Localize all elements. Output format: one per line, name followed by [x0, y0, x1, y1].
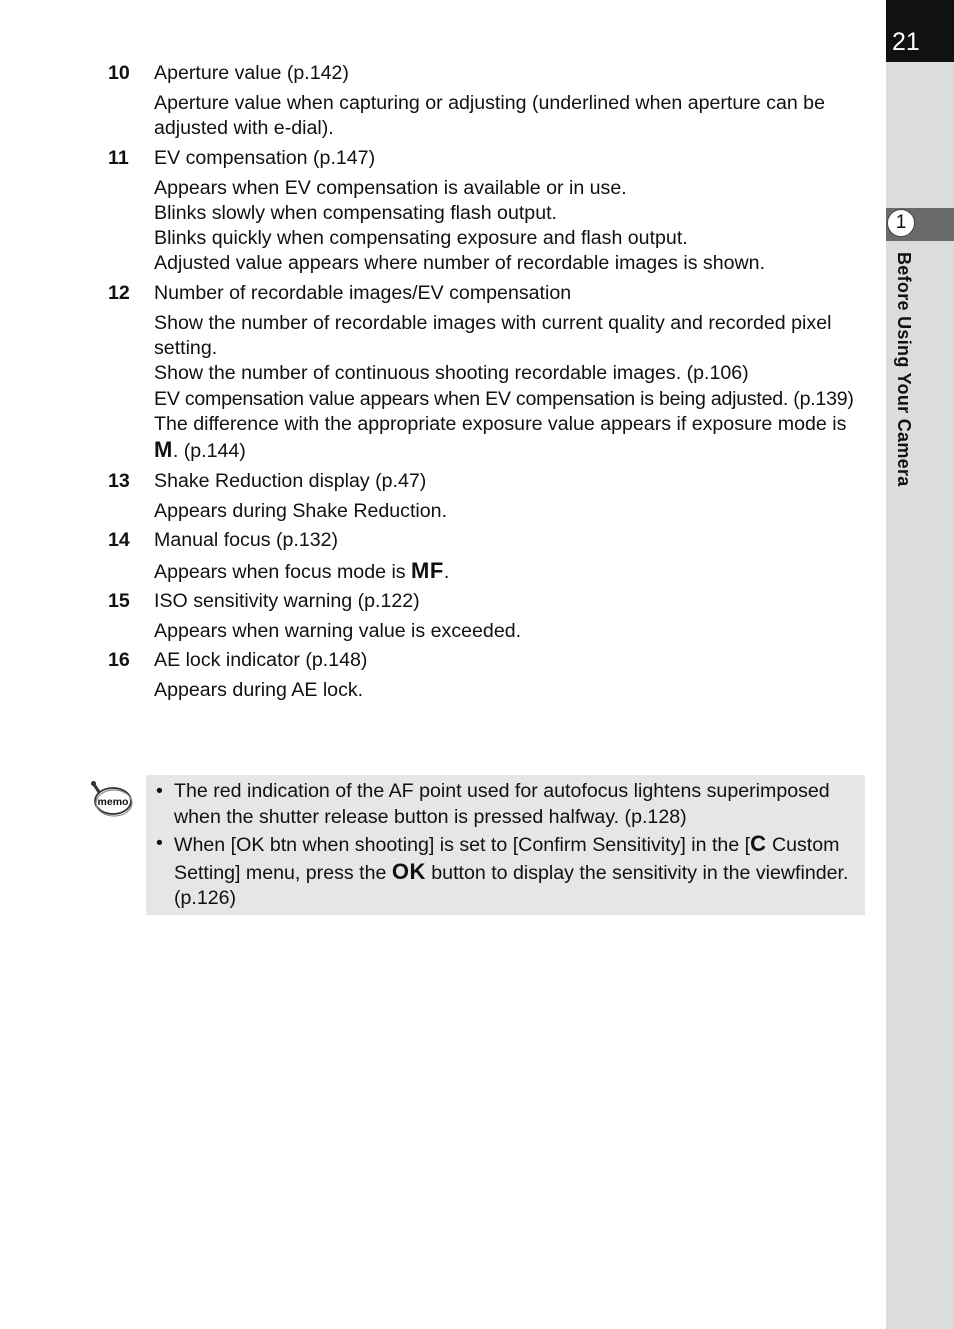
description-line: EV compensation value appears when EV compensation is being adjusted. (p.139) — [154, 387, 854, 410]
entry-13 — [108, 469, 868, 524]
description-text: The difference with the appropriate exposure value appears if exposure mode is — [154, 412, 847, 435]
entry-14 — [108, 528, 868, 585]
entry-description — [108, 558, 868, 585]
memo-text-part: button to display the sensitivity in the viewfinder. (p.126) — [174, 861, 849, 909]
entry-description — [108, 678, 868, 703]
chapter-title: Before Using Your Camera — [894, 252, 914, 487]
entry-number: 12 — [108, 281, 130, 304]
description-text: . — [443, 560, 450, 583]
entry-description — [108, 619, 868, 644]
memo-icon — [90, 780, 134, 820]
entry-title: AE lock indicator (p.148) — [154, 649, 368, 672]
description-line: Appears when EV compensation is available or in use. — [154, 176, 627, 199]
memo-item — [156, 779, 855, 830]
bullet: • — [156, 780, 163, 802]
manual-mode-glyph: M — [154, 437, 173, 463]
custom-setting-glyph: C — [750, 831, 767, 856]
entry-16 — [108, 648, 868, 703]
chapter-sidebar — [886, 0, 954, 1329]
description-line: Blinks slowly when compensating flash output. — [154, 201, 557, 224]
ok-button-glyph: OK — [391, 858, 426, 884]
entry-title: Number of recordable images/EV compensation — [154, 281, 572, 304]
memo-text-part: Custom Setting] menu, press the — [174, 834, 840, 884]
memo-icon-label: memo — [97, 796, 129, 808]
entry-15 — [108, 589, 868, 644]
memo-box — [146, 775, 865, 915]
description-line: Show the number of continuous shooting recordable images. (p.106) — [154, 362, 749, 385]
entry-title: Manual focus (p.132) — [154, 528, 339, 551]
entry-list — [108, 61, 868, 708]
memo-text — [174, 831, 855, 912]
entry-number: 14 — [108, 528, 130, 551]
entry-11 — [108, 146, 868, 277]
page-number: 21 — [892, 28, 920, 56]
description-text: Appears when focus mode is — [154, 560, 412, 583]
entry-title: Aperture value (p.142) — [154, 62, 349, 84]
description-line: Appears during AE lock. — [154, 679, 364, 702]
entry-description — [108, 91, 868, 142]
description-line: Blinks quickly when compensating exposure and flash output. — [154, 227, 688, 250]
entry-description — [108, 311, 868, 465]
entry-title: ISO sensitivity warning (p.122) — [154, 590, 420, 613]
bullet: • — [156, 832, 163, 854]
description-line — [154, 558, 868, 585]
manual-focus-glyph: MF — [411, 557, 444, 583]
chapter-number: 1 — [887, 209, 915, 237]
description-line — [154, 412, 868, 465]
description-line: Appears during Shake Reduction. — [154, 499, 448, 522]
description-line: Show the number of recordable images with current quality and recorded pixel setting. — [154, 311, 832, 360]
entry-number: 16 — [108, 649, 130, 672]
description-text: . (p.144) — [172, 440, 246, 463]
memo-text: The red indication of the AF point used for autofocus lightens superimposed when the shutter release button is pressed halfway. (p.128) — [174, 780, 830, 828]
memo-item — [156, 831, 855, 912]
entry-description — [108, 176, 868, 277]
entry-number: 13 — [108, 469, 130, 492]
description-line: Appears when warning value is exceeded. — [154, 620, 522, 643]
entry-title: EV compensation (p.147) — [154, 146, 376, 169]
memo-text-part: When [OK btn when shooting] is set to [Confirm Sensitivity] in the [ — [174, 834, 751, 856]
entry-title: Shake Reduction display (p.47) — [154, 469, 427, 492]
entry-number: 10 — [108, 62, 130, 84]
description-line: Adjusted value appears where number of recordable images is shown. — [154, 252, 766, 275]
entry-number: 11 — [108, 146, 129, 169]
page-number-block — [886, 0, 954, 62]
description-line: Aperture value when capturing or adjusting (underlined when aperture can be adjusted with e-dial). — [154, 92, 825, 140]
entry-description — [108, 499, 868, 524]
entry-12 — [108, 281, 868, 465]
entry-number: 15 — [108, 590, 130, 613]
entry-10 — [108, 61, 868, 142]
